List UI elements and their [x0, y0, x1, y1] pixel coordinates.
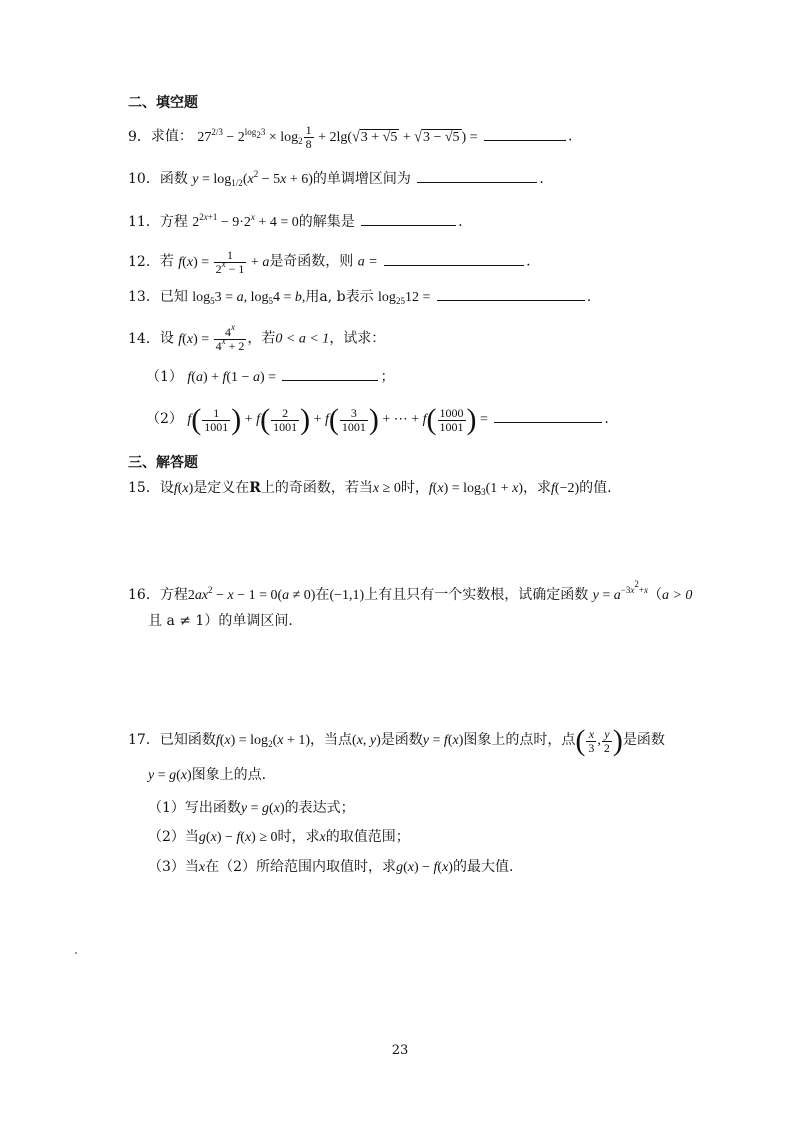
formula: $\log_53 = a$, $\log_54 = b$, — [192, 290, 306, 306]
question-text: 是函数 — [622, 732, 665, 749]
formula: f(a) + f(1 − a) = — [187, 370, 277, 385]
variable: a = — [357, 254, 378, 270]
formula: x — [319, 830, 326, 845]
formula: $2ax^2 - x - 1 = 0(a \ne 0)$ — [187, 585, 316, 603]
question-14 — [128, 322, 386, 353]
question-text: 求值： — [150, 128, 193, 145]
question-text: 时， — [400, 480, 429, 496]
question-9: 9．求值： $27^{2/3} - 2^{log_23} \times \log_2$ $\frac{1}{8}$ + 2lg(√3 + √5 + √3 − √5 ) = . — [128, 123, 573, 151]
answer-blank[interactable] — [361, 224, 456, 226]
formula: f(x) = $\frac{4^x}{4^x + 2}$ — [178, 322, 245, 353]
question-number: 14． — [128, 330, 160, 347]
answer-blank[interactable] — [437, 299, 585, 301]
question-text: 的表达式； — [284, 800, 355, 816]
formula: $f(x) = \log_3(1 + x)$ — [428, 481, 524, 497]
question-text: 是函数 — [380, 732, 423, 749]
formula: y = f(x) — [422, 733, 464, 749]
question-text: ，当点 — [310, 732, 353, 749]
set-symbol: R — [249, 480, 261, 496]
question-13: 13．已知 $\log_53 = a$, $\log_54 = b$,用a, b表示 $\log_{25}12$ = . — [128, 289, 592, 306]
question-number: 17． — [128, 732, 160, 749]
question-number: 11． — [128, 214, 160, 230]
formula: (−1,1) — [329, 588, 365, 603]
question-text: ，试求： — [329, 330, 386, 347]
question-text: 方程 — [159, 587, 188, 603]
question-text: 上的奇函数，若当 — [260, 480, 373, 496]
formula: y = g(x) — [240, 801, 285, 816]
question-text: 函数 — [159, 171, 188, 187]
formula: $f(x) = \log_2(x + 1)$ — [215, 733, 311, 750]
question-17 — [128, 726, 665, 756]
formula: (x, y) — [352, 733, 381, 749]
question-text: 图象上的点时，点 — [463, 732, 576, 749]
question-number: 9． — [128, 128, 151, 145]
question-15 — [128, 481, 612, 496]
formula: $y = \log_{1/2}(x^2 - 5x + 6)$ — [192, 169, 313, 188]
formula: x ≥ 0 — [372, 481, 401, 496]
question-16 — [128, 579, 693, 603]
question-text: 设 — [159, 330, 174, 347]
part-label: （1） — [146, 369, 183, 385]
question-number: 13． — [128, 289, 160, 305]
question-text: （ — [647, 587, 662, 603]
question-number: 15． — [128, 480, 160, 496]
formula: f(x) = $\frac{1}{2^x - 1}$ + a — [178, 248, 270, 276]
question-text: （1）写出函数 — [148, 800, 241, 816]
formula: $\log_{25}12$ = — [378, 290, 431, 306]
formula: g(x) − f(x) — [396, 860, 453, 875]
question-text: 的最大值. — [452, 859, 514, 875]
question-17-part-3 — [148, 860, 513, 875]
answer-blank[interactable] — [282, 379, 378, 381]
part-label: （2） — [146, 411, 183, 428]
formula: $2^{2x+1} - 9\cdot 2^x + 4 = 0$ — [192, 212, 299, 230]
formula: f( $\frac{1}{1001}$ ) + f( $\frac{2}{1001}$ ) + f( $\frac{3}{1001}$ ) + ⋯ + f( $\frac{1000}{1001}$ ) = — [187, 403, 488, 436]
answer-blank[interactable] — [417, 181, 537, 183]
question-text: 的值. — [579, 480, 612, 496]
question-17-line-2 — [148, 768, 266, 783]
question-text: 若 — [159, 253, 174, 270]
question-text: （3）当 — [148, 859, 199, 875]
formula: y = g(x) — [148, 768, 192, 783]
section-answer-heading: 三、解答题 — [128, 455, 198, 471]
question-text: 方程 — [159, 214, 188, 230]
question-16-line-2: 且 a ≠ 1）的单调区间. — [148, 613, 293, 629]
question-text: 的解集是 — [298, 214, 355, 230]
formula: f(x) — [173, 481, 194, 496]
formula: $y = a^{-3x^2+x}$ — [592, 579, 648, 603]
question-text: 已知 — [159, 289, 188, 305]
question-text: 图象上的点. — [191, 767, 267, 783]
question-11: 11．方程 $2^{2x+1} - 9\cdot 2^x + 4 = 0$的解集是 . — [128, 212, 463, 230]
condition: 0 < a < 1 — [275, 331, 330, 347]
question-17-part-1 — [148, 801, 355, 816]
question-text: 的取值范围； — [325, 829, 410, 845]
formula: $27^{2/3} - 2^{log_23} \times \log_2$ $\frac{1}{8}$ + 2lg(√3 + √5 + √3 − √5 ) = — [197, 123, 478, 151]
question-text: 设 — [159, 480, 174, 496]
question-14-part-2: （2） f( $\frac{1}{1001}$ ) + f( $\frac{2}{1001}$ ) + f( $\frac{3}{1001}$ ) + ⋯ + f( $\frac{1000}{1001}$ ) = . — [146, 403, 609, 436]
question-text: ，求 — [523, 480, 552, 496]
question-text: 是定义在 — [193, 480, 250, 496]
answer-blank[interactable] — [484, 139, 566, 141]
question-17-part-2 — [148, 830, 410, 845]
question-text: 上有且只有一个实数根，试确定函数 — [364, 587, 589, 603]
question-text: 的单调增区间为 — [312, 171, 411, 187]
question-number: 16． — [128, 587, 160, 603]
scan-speck — [75, 952, 77, 954]
question-number: 12． — [128, 253, 160, 270]
question-text: （2）当 — [148, 829, 199, 845]
question-text: 用a, b表示 — [305, 289, 374, 305]
question-10: 10．函数 $y = \log_{1/2}(x^2 - 5x + 6)$的单调增区间为 . — [128, 169, 544, 188]
answer-blank[interactable] — [384, 264, 524, 266]
question-14-part-1: （1） f(a) + f(1 − a) = ； — [146, 369, 395, 385]
question-12: 12．若 f(x) = $\frac{1}{2^x - 1}$ + a是奇函数，则 a = . — [128, 248, 531, 276]
question-number: 10． — [128, 171, 160, 187]
formula: x — [198, 860, 206, 875]
question-text: ，若 — [247, 330, 276, 347]
formula: f(−2) — [551, 481, 580, 496]
question-text: 已知函数 — [159, 732, 216, 749]
section-fill-heading: 二、填空题 — [128, 95, 198, 111]
question-text: 时，求 — [277, 829, 320, 845]
question-text: 在 — [315, 587, 330, 603]
condition: a > 0 — [661, 588, 693, 603]
question-text: 是奇函数，则 — [269, 253, 354, 270]
formula: g(x) − f(x) ≥ 0 — [198, 830, 278, 845]
answer-blank[interactable] — [494, 421, 602, 423]
question-text: 在（2）所给范围内取值时，求 — [205, 859, 397, 875]
page-number: 23 — [391, 1043, 409, 1058]
formula: ( $\frac{x}{3}$ , $\frac{y}{2}$ ) — [575, 724, 623, 757]
